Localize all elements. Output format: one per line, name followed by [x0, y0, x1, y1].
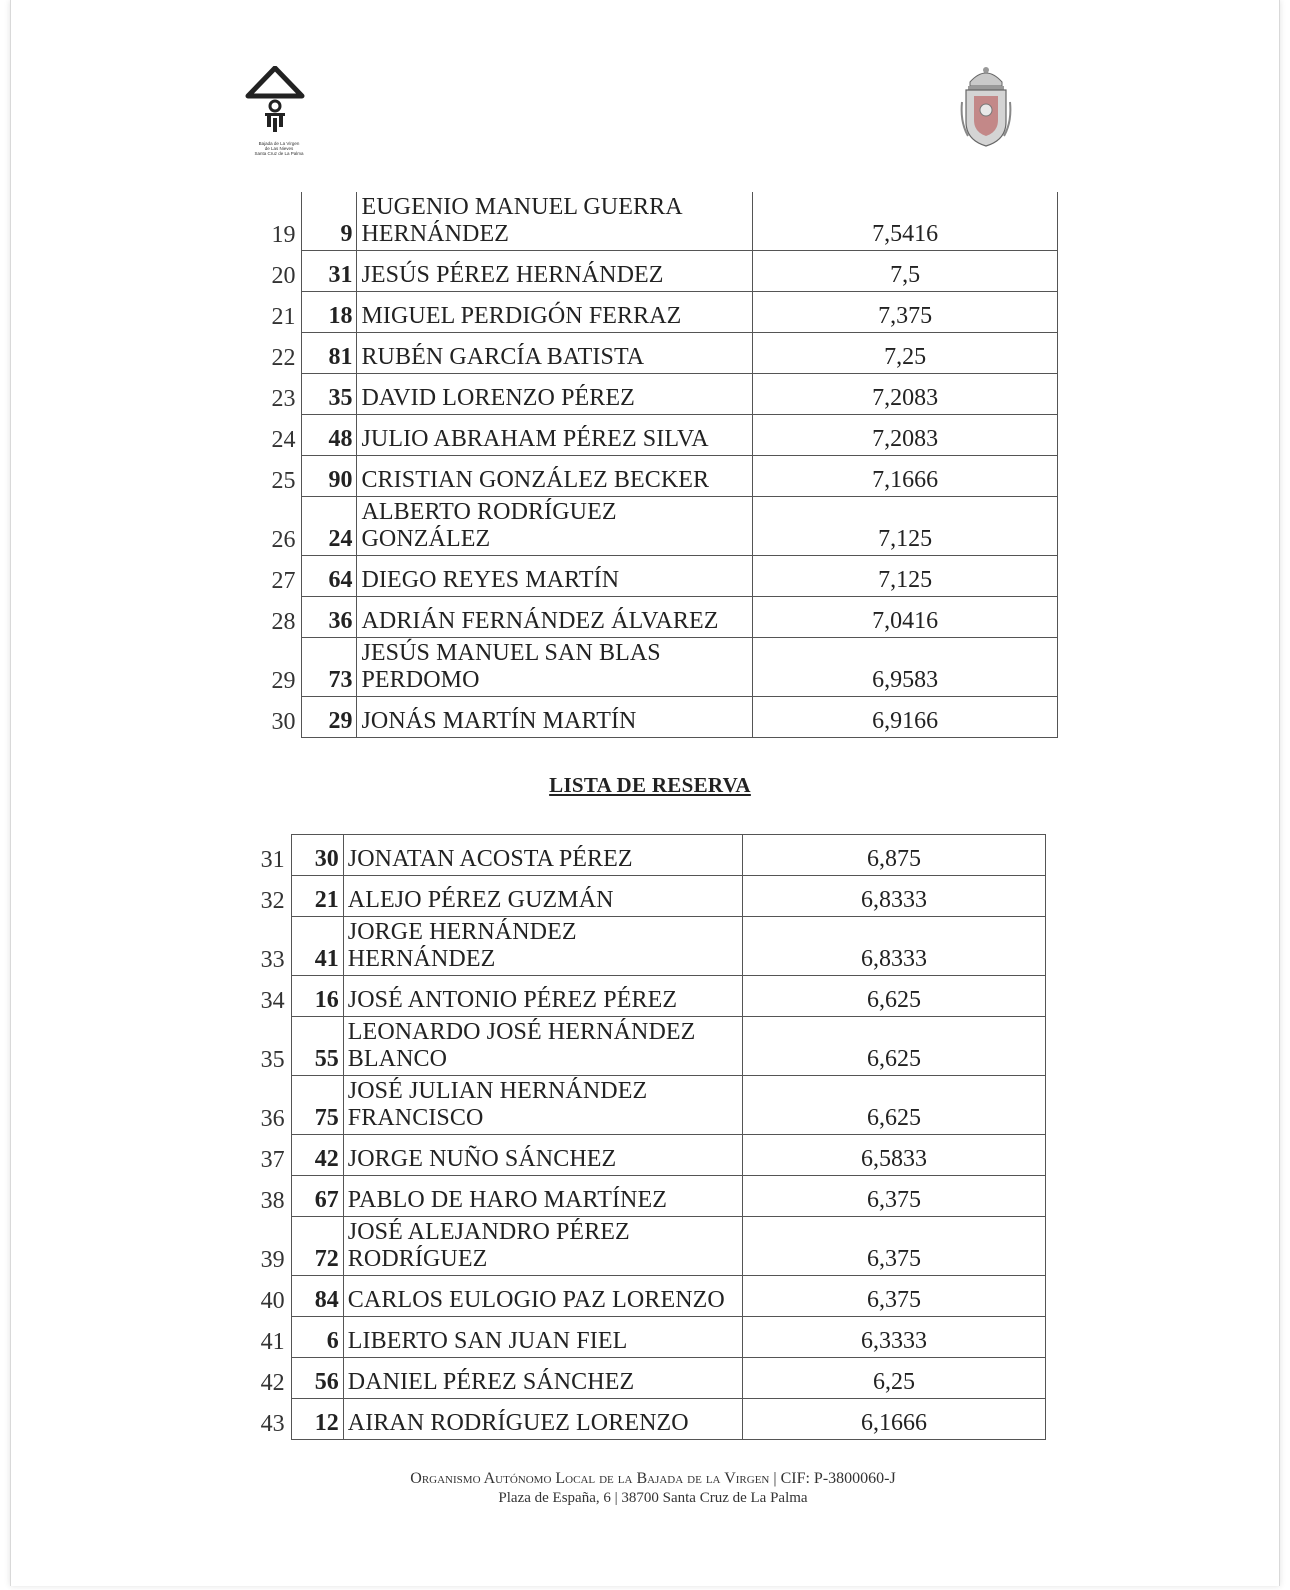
applicant-name-line: ADRIÁN FERNÁNDEZ ÁLVAREZ: [361, 608, 719, 634]
bajada-logo-icon: [244, 66, 306, 134]
applicant-name-line: ALBERTO RODRÍGUEZ: [361, 499, 617, 525]
logo-text-line: de Las Nieves: [264, 146, 294, 151]
rank-position: 35: [260, 1046, 285, 1073]
applicant-score: 6,8333: [743, 917, 1046, 976]
rank-position: 34: [260, 987, 285, 1014]
applicant-name-line: ALEJO PÉREZ GUZMÁN: [347, 887, 614, 913]
applicant-score: 6,25: [743, 1358, 1046, 1399]
applicant-name-line: JORGE HERNÁNDEZ: [347, 919, 577, 945]
table-row: [246, 1017, 1046, 1076]
applicant-name-line: JULIO ABRAHAM PÉREZ SILVA: [361, 426, 709, 452]
logo-text-line: Santa Cruz de La Palma: [254, 151, 304, 156]
applicant-name-line: JOSÉ ALEJANDRO PÉREZ: [347, 1219, 630, 1245]
applicant-name: [357, 251, 753, 292]
applicant-name: [343, 1317, 742, 1358]
rank-position: 27: [271, 567, 296, 594]
applicant-score: 6,375: [743, 1176, 1046, 1217]
applicant-score: 7,2083: [753, 415, 1058, 456]
applicant-number: 73: [302, 638, 357, 697]
applicant-name-line: JONÁS MARTÍN MARTÍN: [361, 708, 637, 734]
applicant-score: 7,125: [753, 497, 1058, 556]
applicant-name-line: DANIEL PÉREZ SÁNCHEZ: [347, 1369, 635, 1395]
applicant-score: 6,9166: [753, 697, 1058, 738]
applicant-number: 64: [302, 556, 357, 597]
applicant-number: 18: [302, 292, 357, 333]
applicant-name: [357, 333, 753, 374]
table-row: [246, 1358, 1046, 1399]
table-row: [258, 497, 1058, 556]
applicant-name: [343, 917, 742, 976]
applicant-number: 72: [291, 1217, 343, 1276]
applicant-score: 7,125: [753, 556, 1058, 597]
applicant-name-line: MIGUEL PERDIGÓN FERRAZ: [361, 303, 682, 329]
rank-position: 39: [260, 1246, 285, 1273]
applicant-name-line: RODRÍGUEZ: [347, 1246, 488, 1272]
applicant-name-line: LIBERTO SAN JUAN FIEL: [347, 1328, 628, 1354]
applicant-number: 90: [302, 456, 357, 497]
applicant-score: 7,375: [753, 292, 1058, 333]
applicant-name: [343, 1076, 742, 1135]
applicant-number: 42: [291, 1135, 343, 1176]
table-row: [258, 192, 1058, 251]
table-row: [246, 1317, 1046, 1358]
applicant-name-line: BLANCO: [347, 1046, 448, 1072]
applicant-name-line: AIRAN RODRÍGUEZ LORENZO: [347, 1410, 689, 1436]
applicant-score: 6,375: [743, 1276, 1046, 1317]
applicant-number: 56: [291, 1358, 343, 1399]
table-row: [258, 415, 1058, 456]
applicant-name: [357, 415, 753, 456]
rank-position: 33: [260, 946, 285, 973]
table-row: [246, 876, 1046, 917]
applicant-name-line: JOSÉ ANTONIO PÉREZ PÉREZ: [347, 987, 678, 1013]
table-row: [258, 456, 1058, 497]
rank-position: 21: [271, 303, 296, 330]
ranking-table: [258, 192, 1058, 738]
applicant-score: 7,25: [753, 333, 1058, 374]
applicant-name: [343, 1399, 742, 1440]
table-row: [246, 835, 1046, 876]
applicant-name-line: PERDOMO: [361, 667, 480, 693]
applicant-name: [343, 876, 742, 917]
applicant-score: 6,625: [743, 1017, 1046, 1076]
applicant-score: 6,1666: [743, 1399, 1046, 1440]
applicant-number: 9: [302, 192, 357, 251]
rank-position: 42: [260, 1369, 285, 1396]
applicant-name: [357, 597, 753, 638]
applicant-name: [343, 976, 742, 1017]
rank-position: 32: [260, 887, 285, 914]
applicant-number: 6: [291, 1317, 343, 1358]
applicant-score: 6,8333: [743, 876, 1046, 917]
rank-position: 20: [271, 262, 296, 289]
table-row: [258, 556, 1058, 597]
table-row: [258, 638, 1058, 697]
rank-position: 36: [260, 1105, 285, 1132]
applicant-score: 7,2083: [753, 374, 1058, 415]
footer-address: Plaza de España, 6 | 38700 Santa Cruz de La Palma: [498, 1490, 808, 1506]
applicant-score: 7,5: [753, 251, 1058, 292]
reserve-table: [246, 834, 1046, 1440]
applicant-number: 21: [291, 876, 343, 917]
table-row: [246, 1135, 1046, 1176]
applicant-name-line: GONZÁLEZ: [361, 526, 491, 552]
applicant-number: 29: [302, 697, 357, 738]
applicant-name-line: CRISTIAN GONZÁLEZ BECKER: [361, 467, 710, 493]
table-row: [246, 1276, 1046, 1317]
applicant-name: [343, 1276, 742, 1317]
applicant-number: 75: [291, 1076, 343, 1135]
applicant-name-line: FRANCISCO: [347, 1105, 484, 1131]
table-row: [246, 1076, 1046, 1135]
applicant-name: [357, 556, 753, 597]
applicant-name: [343, 1017, 742, 1076]
table-row: [258, 333, 1058, 374]
rank-position: 29: [271, 667, 296, 694]
applicant-number: 48: [302, 415, 357, 456]
table-row: [246, 1399, 1046, 1440]
logo-text-line: Bajada de La Virgen: [258, 141, 300, 146]
table-row: [258, 251, 1058, 292]
table-row: [246, 976, 1046, 1017]
applicant-name-line: HERNÁNDEZ: [361, 221, 510, 247]
rank-position: 41: [260, 1328, 285, 1355]
applicant-name: [357, 697, 753, 738]
table-row: [246, 1217, 1046, 1276]
rank-position: 40: [260, 1287, 285, 1314]
applicant-name-line: LEONARDO JOSÉ HERNÁNDEZ: [347, 1019, 696, 1045]
rank-position: 23: [271, 385, 296, 412]
applicant-number: 16: [291, 976, 343, 1017]
applicant-number: 30: [291, 835, 343, 876]
applicant-score: 6,375: [743, 1217, 1046, 1276]
applicant-name: [343, 835, 742, 876]
applicant-name-line: CARLOS EULOGIO PAZ LORENZO: [347, 1287, 725, 1313]
rank-position: 22: [271, 344, 296, 371]
applicant-name: [343, 1358, 742, 1399]
footer-organization: Organismo Autónomo Local de la Bajada de la Virgen | CIF: P-3800060-J: [410, 1470, 896, 1487]
table-row: [258, 697, 1058, 738]
applicant-number: 55: [291, 1017, 343, 1076]
rank-position: 30: [271, 708, 296, 735]
applicant-name-line: JESÚS PÉREZ HERNÁNDEZ: [361, 262, 664, 288]
table-row: [246, 1176, 1046, 1217]
rank-position: 38: [260, 1187, 285, 1214]
applicant-number: 67: [291, 1176, 343, 1217]
rank-position: 43: [260, 1410, 285, 1437]
applicant-name-line: JONATAN ACOSTA PÉREZ: [347, 846, 633, 872]
applicant-score: 7,1666: [753, 456, 1058, 497]
rank-position: 24: [271, 426, 296, 453]
applicant-name-line: PABLO DE HARO MARTÍNEZ: [347, 1187, 668, 1213]
table-row: [258, 597, 1058, 638]
applicant-name: [343, 1135, 742, 1176]
applicant-name: [343, 1176, 742, 1217]
rank-position: 31: [260, 846, 285, 873]
rank-position: 28: [271, 608, 296, 635]
bajada-logo: [244, 66, 314, 166]
applicant-score: 6,875: [743, 835, 1046, 876]
applicant-name: [357, 497, 753, 556]
applicant-name-line: HERNÁNDEZ: [347, 946, 496, 972]
reserve-list-title: LISTA DE RESERVA: [549, 773, 751, 797]
table-row: [246, 917, 1046, 976]
applicant-name: [357, 638, 753, 697]
applicant-score: 6,9583: [753, 638, 1058, 697]
applicant-score: 6,625: [743, 976, 1046, 1017]
applicant-name-line: DIEGO REYES MARTÍN: [361, 567, 620, 593]
applicant-name-line: EUGENIO MANUEL GUERRA: [361, 194, 683, 220]
applicant-number: 36: [302, 597, 357, 638]
rank-position: 19: [271, 221, 296, 248]
applicant-number: 41: [291, 917, 343, 976]
rank-position: 25: [271, 467, 296, 494]
applicant-score: 6,5833: [743, 1135, 1046, 1176]
applicant-number: 84: [291, 1276, 343, 1317]
table-row: [258, 374, 1058, 415]
coat-of-arms-icon: [960, 62, 1012, 148]
applicant-number: 81: [302, 333, 357, 374]
applicant-name-line: JOSÉ JULIAN HERNÁNDEZ: [347, 1078, 648, 1104]
applicant-number: 24: [302, 497, 357, 556]
applicant-name-line: DAVID LORENZO PÉREZ: [361, 385, 635, 411]
applicant-score: 6,3333: [743, 1317, 1046, 1358]
applicant-number: 12: [291, 1399, 343, 1440]
applicant-score: 6,625: [743, 1076, 1046, 1135]
applicant-number: 31: [302, 251, 357, 292]
city-crest: [960, 62, 1012, 148]
applicant-name: [343, 1217, 742, 1276]
applicant-name: [357, 292, 753, 333]
applicant-name: [357, 456, 753, 497]
applicant-number: 35: [302, 374, 357, 415]
applicant-name: [357, 192, 753, 251]
rank-position: 26: [271, 526, 296, 553]
applicant-score: 7,5416: [753, 192, 1058, 251]
applicant-name-line: JESÚS MANUEL SAN BLAS: [361, 640, 661, 666]
rank-position: 37: [260, 1146, 285, 1173]
applicant-name: [357, 374, 753, 415]
table-row: [258, 292, 1058, 333]
applicant-name-line: JORGE NUÑO SÁNCHEZ: [347, 1146, 617, 1172]
applicant-name-line: RUBÉN GARCÍA BATISTA: [361, 344, 645, 370]
applicant-score: 7,0416: [753, 597, 1058, 638]
